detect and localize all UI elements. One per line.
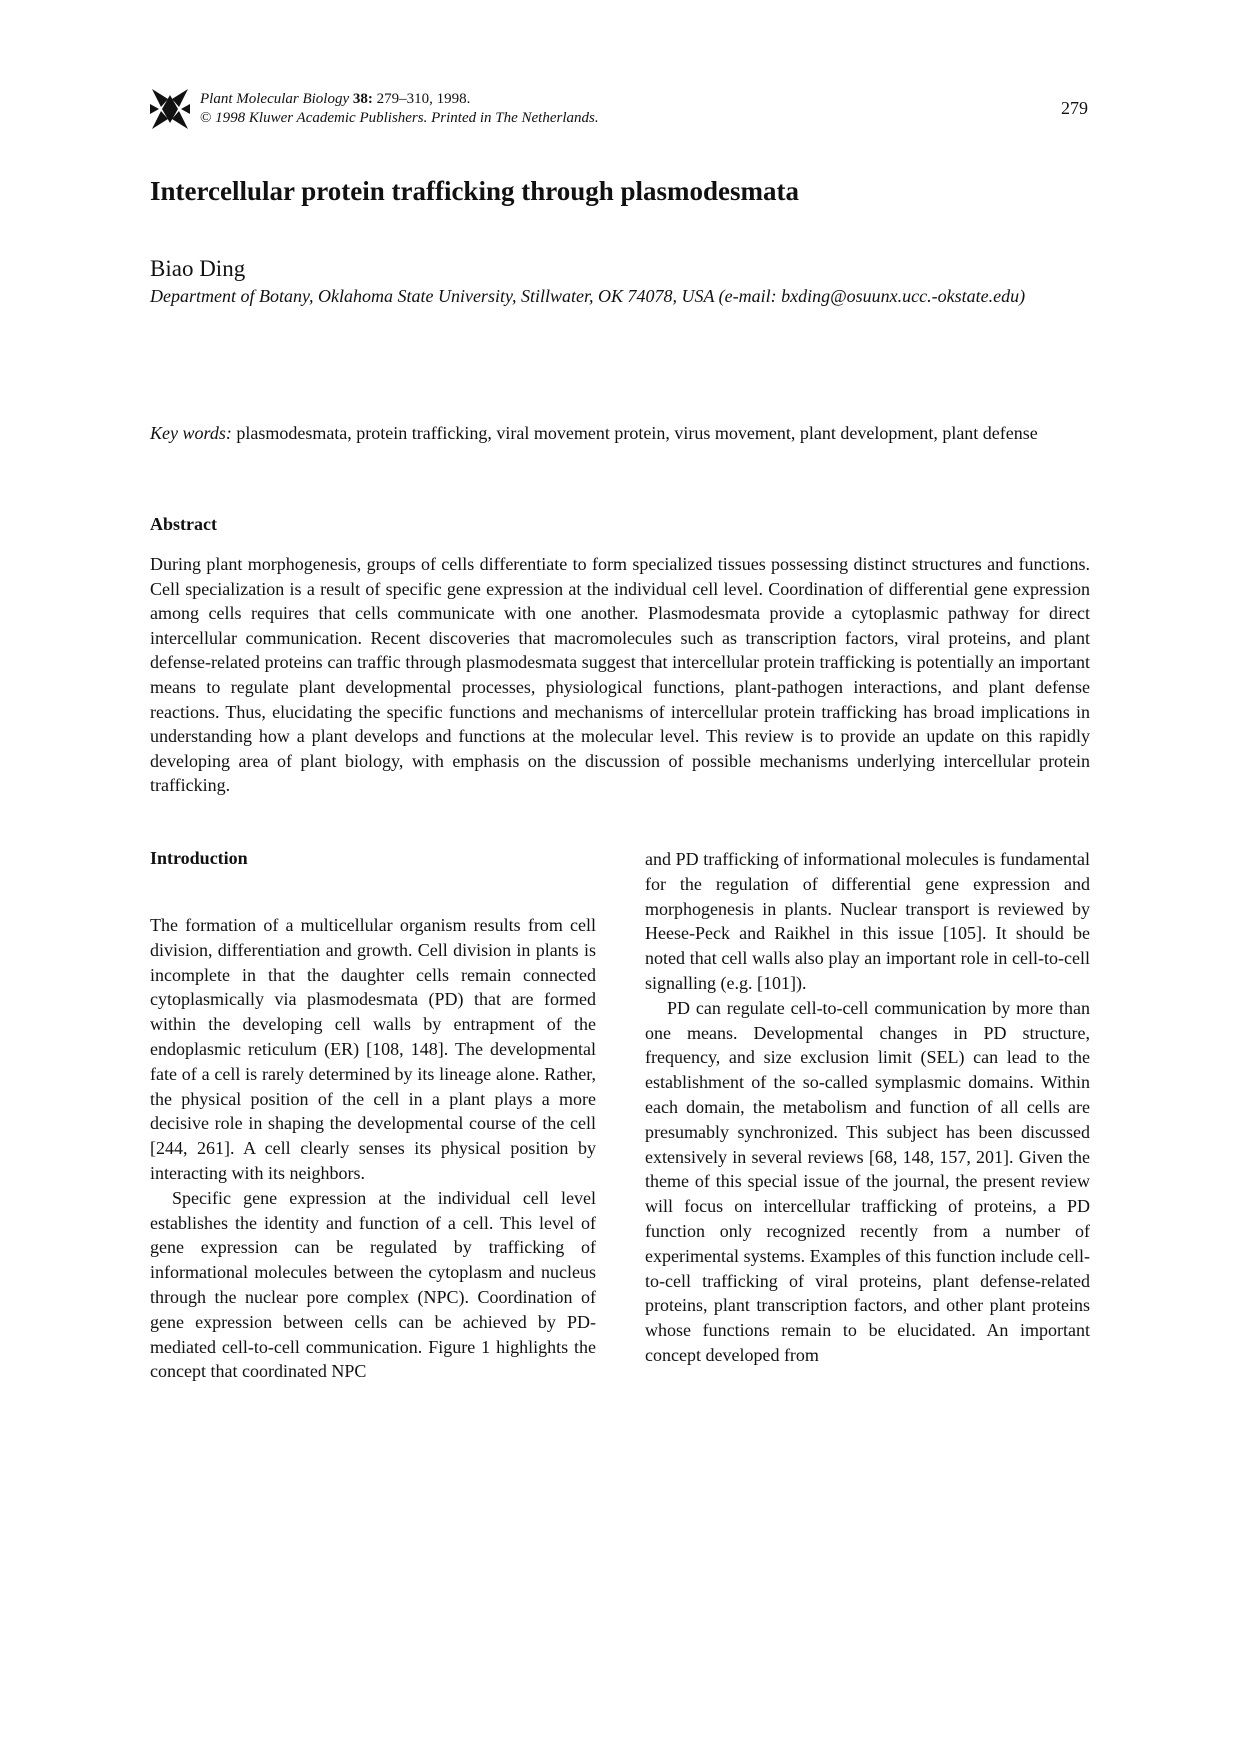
body-paragraph: Specific gene expression at the individual cell level establishes the identity and function of a cell. This level of gene expression can be regulated by trafficking of informational molecules between the cytoplasm and nucleus through the nuclear pore complex (NPC). Coordination of gene expression between cells can be achieved by PD-mediated cell-to-cell communication. Figure 1 highlights the concept that coordinated NPC [150,1187,596,1382]
journal-citation [200,90,599,128]
paper-title: Intercellular protein trafficking through plasmodesmata [150,176,800,206]
journal-line-2 [200,109,599,128]
copyright-text: 1998 Kluwer Academic Publishers. Printed in The Netherlands. [211,110,599,126]
page-number: 279 [1061,98,1088,118]
copyright-symbol: © [200,110,212,126]
abstract-text: During plant morphogenesis, groups of cells differentiate to form specialized tissues possessing distinct structures and functions. Cell specialization is a result of specific gene expression at the individual cell level. Coordination of differential gene expression among cells requires that cells communicate with one another. Plasmodesmata provide a cytoplasmic pathway for direct intercellular communication. Recent discoveries that macromolecules such as transcription factors, viral proteins, and plant defense-related proteins can traffic through plasmodesmata suggest that intercellular protein trafficking is potentially an important means to regulate plant developmental processes, physiological functions, plant-pathogen interactions, and plant defense reactions. Thus, elucidating the specific functions and mechanisms of intercellular protein trafficking has broad implications in understanding how a plant develops and functions at the molecular level. This review is to provide an update on this rapidly developing area of plant biology, with emphasis on the discussion of possible mechanisms underlying intercellular protein trafficking. [150,554,1090,796]
journal-line-1 [200,90,599,109]
kluwer-publisher-logo-icon [150,86,190,132]
right-column [645,847,1090,1368]
body-paragraph: The formation of a multicellular organism results from cell division, differentiation and growth. Cell division in plants is incomplete in that the daughter cells remain connected cytoplasmically via plasmodesmata (PD) that are formed within the developing cell walls by entrapment of the endoplasmic reticulum (ER) [108, 148]. The developmental fate of a cell is rarely determined by its lineage alone. Rather, the physical position of the cell in a plant plays a more decisive role in shaping the developmental course of the cell [244, 261]. A cell clearly senses its physical position by interacting with its neighbors. [150,915,596,1183]
keywords-label: Key words: [150,423,232,443]
author-affiliation: Department of Botany, Oklahoma State University, Stillwater, OK 74078, USA (e-mail: bxding@osuunx.ucc.-okstate.edu) [150,286,1026,306]
journal-pages-year: 279–310, 1998. [372,91,471,107]
left-column [150,913,596,1384]
keywords [150,421,1090,446]
journal-name: Plant Molecular Biology [200,91,350,107]
introduction-heading: Introduction [150,848,248,868]
journal-volume: 38: [352,91,373,107]
author-name: Biao Ding [150,256,246,281]
body-paragraph: PD can regulate cell-to-cell communication by more than one means. Developmental changes in PD structure, frequency, and size exclusion limit (SEL) can lead to the establishment of the so-called symplasmic domains. Within each domain, the metabolism and function of all cells are presumably synchronized. This subject has been discussed extensively in several reviews [68, 148, 157, 201]. Given the theme of this special issue of the journal, the present review will focus on intercellular trafficking of proteins, a PD function only recognized recently from a number of experimental systems. Examples of this function include cell-to-cell trafficking of viral proteins, plant defense-related proteins, plant transcription factors, and other plant proteins whose functions remain to be elucidated. An important concept developed from [645,997,1090,1365]
body-paragraph: and PD trafficking of informational molecules is fundamental for the regulation of differential gene expression and morphogenesis in plants. Nuclear transport is reviewed by Heese-Peck and Raikhel in this issue [105]. It should be noted that cell walls also play an important role in cell-to-cell signalling (e.g. [101]). [645,849,1090,993]
keywords-text: plasmodesmata, protein trafficking, viral movement protein, virus movement, plant development, plant defense [231,423,1038,443]
abstract-heading: Abstract [150,514,217,534]
